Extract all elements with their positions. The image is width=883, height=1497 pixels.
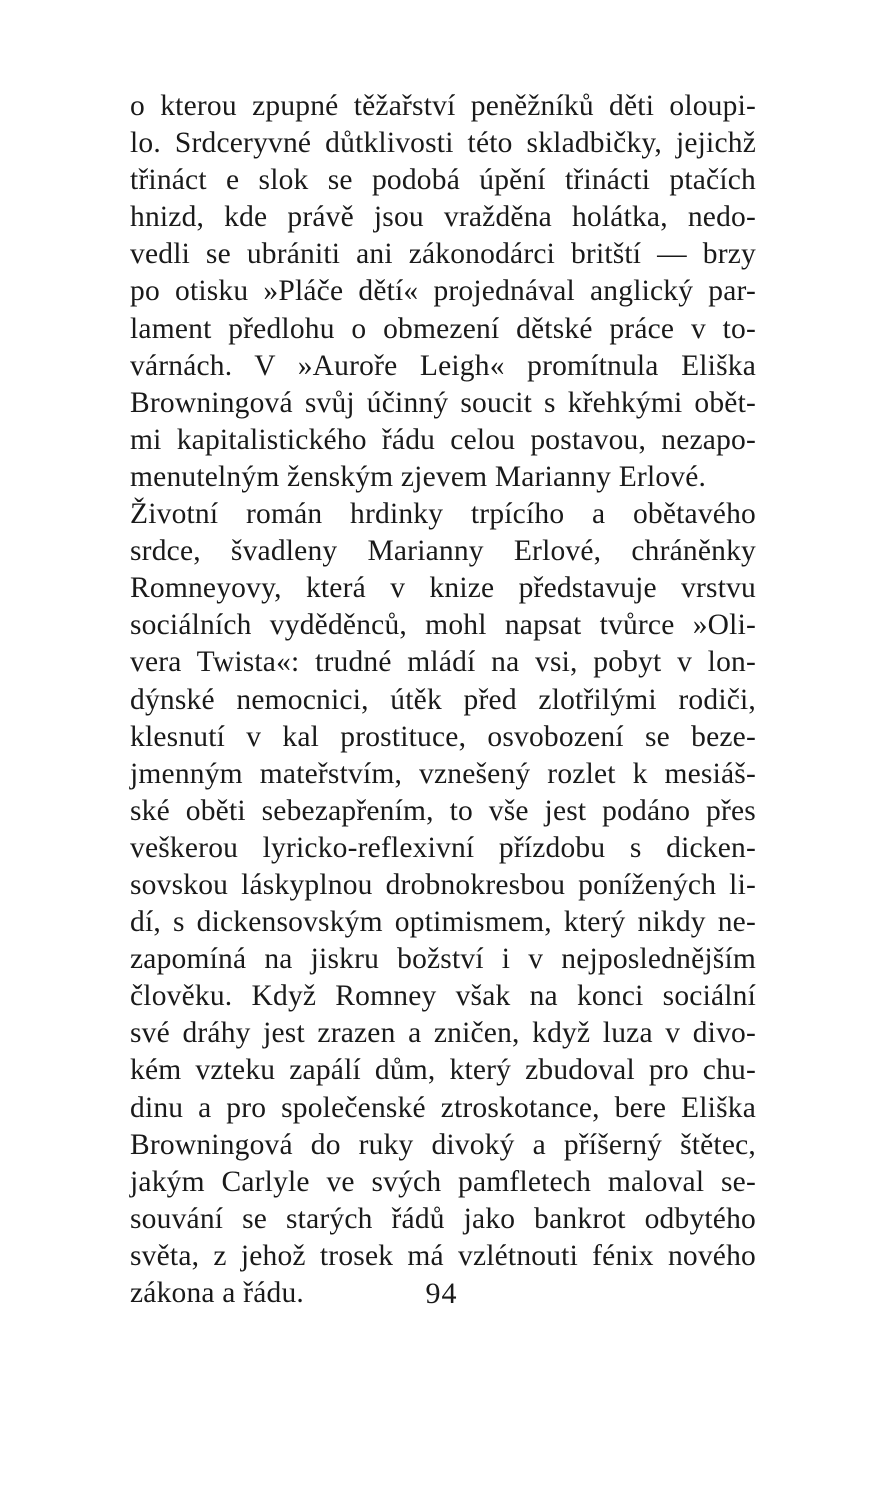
text-line: Životní román hrdinky trpícího a obětavého: [130, 498, 756, 531]
text-line: veškerou lyricko-reflexivní přízdobu s dicken-: [130, 831, 756, 864]
text-line: jmenným mateřstvím, vznešený rozlet k mesiáš-: [130, 757, 756, 790]
text-line: dí, s dickensovským optimismem, který nikdy ne-: [130, 906, 756, 939]
text-line: Romneyovy, která v knize představuje vrstvu: [130, 572, 756, 605]
text-line: o kterou zpupné těžařství peněžníků děti oloupi-: [130, 90, 756, 122]
text-line: své dráhy jest zrazen a zničen, když luza v divo-: [130, 1017, 756, 1050]
body-text: [130, 88, 756, 1312]
text-line: dinu a pro společenské ztroskotance, bere Eliška: [130, 1091, 756, 1124]
text-line: zákona a řádu.: [130, 1277, 304, 1309]
text-line: kém vzteku zapálí dům, který zbudoval pro chu-: [130, 1054, 756, 1087]
text-line: srdce, švadleny Marianny Erlové, chráněnky: [130, 535, 756, 568]
text-line: sociálních vyděděnců, mohl napsat tvůrce »Oli-: [130, 609, 756, 642]
text-line: jakým Carlyle ve svých pamfletech maloval se-: [130, 1165, 756, 1198]
text-line: ské oběti sebezapřením, to vše jest podáno přes: [130, 794, 756, 827]
text-line: lament předlohu o obmezení dětské práce v to-: [130, 312, 756, 345]
text-line: várnách. V »Auroře Leigh« promítnula Eliška: [130, 349, 756, 382]
text-line: dýnské nemocnici, útěk před zlotřilými rodiči,: [130, 683, 756, 716]
text-line: klesnutí v kal prostituce, osvobození se beze-: [130, 720, 756, 753]
text-line: souvání se starých řádů jako bankrot odbytého: [130, 1202, 756, 1235]
text-line: Browningová svůj účinný soucit s křehkými obět-: [130, 386, 756, 419]
page-number: 94: [425, 1277, 458, 1310]
text-line: světa, z jehož trosek má vzlétnouti fénix nového: [130, 1239, 756, 1272]
text-line: třináct e slok se podobá úpění třinácti ptačích: [130, 164, 756, 197]
text-line: mi kapitalistického řádu celou postavou, nezapo-: [130, 423, 756, 456]
text-line: sovskou láskyplnou drobnokresbou ponížených li-: [130, 868, 756, 901]
text-line: zapomíná na jiskru božství i v nejposlednějším: [130, 943, 756, 976]
text-line: hnizd, kde právě jsou vražděna holátka, nedo-: [130, 201, 756, 234]
text-line: člověku. Když Romney však na konci sociální: [130, 980, 756, 1013]
text-line: po otisku »Pláče dětí« projednával anglický par-: [130, 275, 756, 308]
text-line: Browningová do ruky divoký a příšerný štětec,: [130, 1128, 756, 1161]
text-line: vera Twista«: trudné mládí na vsi, pobyt v lon-: [130, 646, 756, 679]
text-line: vedli se ubrániti ani zákonodárci britští — brzy: [130, 238, 756, 271]
text-line: menutelným ženským zjevem Marianny Erlové.: [130, 460, 707, 493]
text-line: lo. Srdceryvné důtklivosti této skladbičky, jejichž: [130, 127, 756, 160]
